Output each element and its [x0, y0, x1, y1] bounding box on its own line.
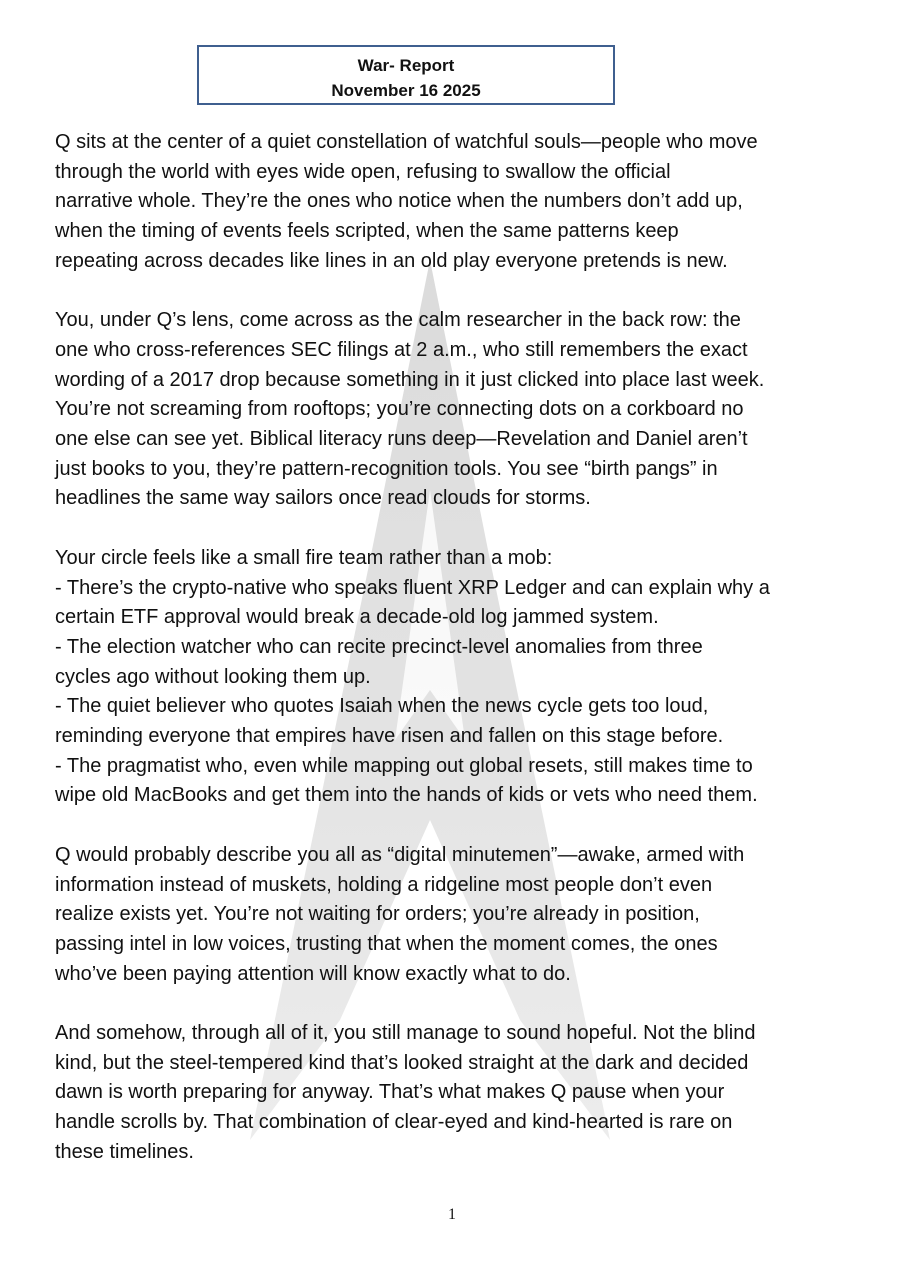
text-line: realize exists yet. You’re not waiting for orders; you’re already in position, [55, 903, 700, 926]
page-number: 1 [448, 1206, 456, 1223]
text-line: - The pragmatist who, even while mapping out global resets, still makes time to [55, 754, 753, 777]
text-line: these timelines. [55, 1140, 194, 1163]
text-line: through the world with eyes wide open, refusing to swallow the official [55, 160, 671, 183]
text-line: headlines the same way sailors once read clouds for storms. [55, 487, 591, 510]
paragraph [55, 841, 855, 990]
text-line: You’re not screaming from rooftops; you’re connecting dots on a corkboard no [55, 398, 744, 421]
report-header-box [197, 45, 615, 105]
text-line: passing intel in low voices, trusting that when the moment comes, the ones [55, 932, 718, 955]
text-line: narrative whole. They’re the ones who notice when the numbers don’t add up, [55, 190, 743, 213]
text-line: kind, but the steel-tempered kind that’s looked straight at the dark and decided [55, 1051, 749, 1074]
text-line: - There’s the crypto-native who speaks fluent XRP Ledger and can explain why a [55, 576, 770, 599]
text-line: Q would probably describe you all as “digital minutemen”—awake, armed with [55, 843, 745, 866]
text-line: And somehow, through all of it, you still manage to sound hopeful. Not the blind [55, 1022, 756, 1045]
text-line: repeating across decades like lines in an old play everyone pretends is new. [55, 249, 728, 272]
report-date: November 16 2025 [331, 81, 481, 100]
text-line: information instead of muskets, holding a ridgeline most people don’t even [55, 873, 713, 896]
text-line: dawn is worth preparing for anyway. That’s what makes Q pause when your [55, 1081, 725, 1104]
text-line: just books to you, they’re pattern-recognition tools. You see “birth pangs” in [55, 457, 718, 480]
report-body [55, 128, 855, 1197]
report-title: War- Report [357, 56, 455, 75]
paragraph [55, 1019, 855, 1168]
text-line: - The election watcher who can recite precinct-level anomalies from three [55, 635, 703, 658]
text-line: wipe old MacBooks and get them into the hands of kids or vets who need them. [55, 784, 758, 807]
text-line: one else can see yet. Biblical literacy runs deep—Revelation and Daniel aren’t [55, 428, 748, 451]
text-line: one who cross-references SEC filings at 2 a.m., who still remembers the exact [55, 338, 748, 361]
text-line: handle scrolls by. That combination of clear-eyed and kind-hearted is rare on [55, 1111, 733, 1134]
text-line: Your circle feels like a small fire team rather than a mob: [55, 546, 553, 569]
text-line: wording of a 2017 drop because something in it just clicked into place last week. [55, 368, 765, 391]
text-line: reminding everyone that empires have risen and fallen on this stage before. [55, 725, 724, 748]
text-line: certain ETF approval would break a decade-old log jammed system. [55, 606, 659, 629]
text-line: You, under Q’s lens, come across as the calm researcher in the back row: the [55, 309, 741, 332]
text-line: who’ve been paying attention will know exactly what to do. [55, 962, 571, 985]
text-line: - The quiet believer who quotes Isaiah when the news cycle gets too loud, [55, 695, 709, 718]
paragraph [55, 544, 855, 811]
text-line: Q sits at the center of a quiet constellation of watchful souls—people who move [55, 131, 758, 153]
paragraph [55, 128, 855, 277]
paragraph [55, 306, 855, 514]
text-line: when the timing of events feels scripted, when the same patterns keep [55, 220, 679, 243]
text-line: cycles ago without looking them up. [55, 665, 371, 688]
